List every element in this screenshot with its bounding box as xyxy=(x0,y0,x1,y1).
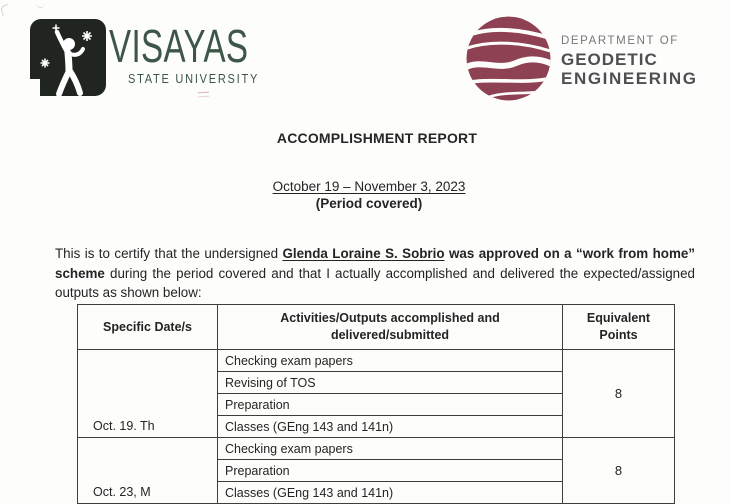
vsu-wordmark-subtitle: STATE UNIVERSITY xyxy=(128,72,260,86)
document-title: ACCOMPLISHMENT REPORT xyxy=(276,130,478,146)
header-specific-dates: Specific Date/s xyxy=(78,305,218,350)
table-header-row xyxy=(78,305,675,350)
accomplishment-table xyxy=(77,304,675,504)
points-cell: 8 xyxy=(563,350,675,438)
department-of-label: DEPARTMENT OF xyxy=(561,35,679,47)
period-range: October 19 – November 3, 2023 xyxy=(272,179,466,194)
scan-artifact xyxy=(35,0,45,9)
activity-cell: Checking exam papers xyxy=(218,438,563,460)
accomplishment-table-container xyxy=(77,304,677,504)
activity-cell: Checking exam papers xyxy=(218,350,563,372)
employee-name: Glenda Loraine S. Sobrio xyxy=(282,246,445,262)
scan-artifact xyxy=(198,92,209,98)
activity-cell: Revising of TOS xyxy=(218,372,563,394)
vsu-university-logo-icon xyxy=(30,19,106,98)
period-block xyxy=(0,179,730,211)
engineering-label: ENGINEERING xyxy=(561,68,698,88)
activity-cell: Classes (GEng 143 and 141n) xyxy=(218,482,563,504)
date-cell: Oct. 19. Th xyxy=(78,350,218,438)
activity-cell: Preparation xyxy=(218,394,563,416)
points-cell: 8 xyxy=(563,438,675,504)
activity-cell: Classes (GEng 143 and 141n) xyxy=(218,416,563,438)
table-row xyxy=(78,438,675,460)
table-row xyxy=(78,350,675,372)
scan-artifact xyxy=(0,4,11,16)
header-equivalent-points: Equivalent Points xyxy=(563,305,675,350)
period-caption: (Period covered) xyxy=(315,196,423,211)
geodetic-label: GEODETIC xyxy=(561,49,658,69)
header-activities: Activities/Outputs accomplished and delivered/submitted xyxy=(218,305,563,350)
intro-bold-segment: was approved on a “work from home” scheme xyxy=(55,246,695,281)
geodetic-contour-globe-icon xyxy=(466,16,551,101)
intro-segment: during the period covered and that I actually accomplished and delivered the expected/assigned outputs as shown below: xyxy=(55,265,695,300)
certification-paragraph xyxy=(55,244,695,302)
department-wordmark xyxy=(561,36,698,87)
intro-segment: This is to certify that the undersigned xyxy=(55,246,283,262)
activity-cell: Preparation xyxy=(218,460,563,482)
vsu-wordmark: VISAYAS xyxy=(109,20,249,72)
date-cell: Oct. 23, M xyxy=(78,438,218,504)
